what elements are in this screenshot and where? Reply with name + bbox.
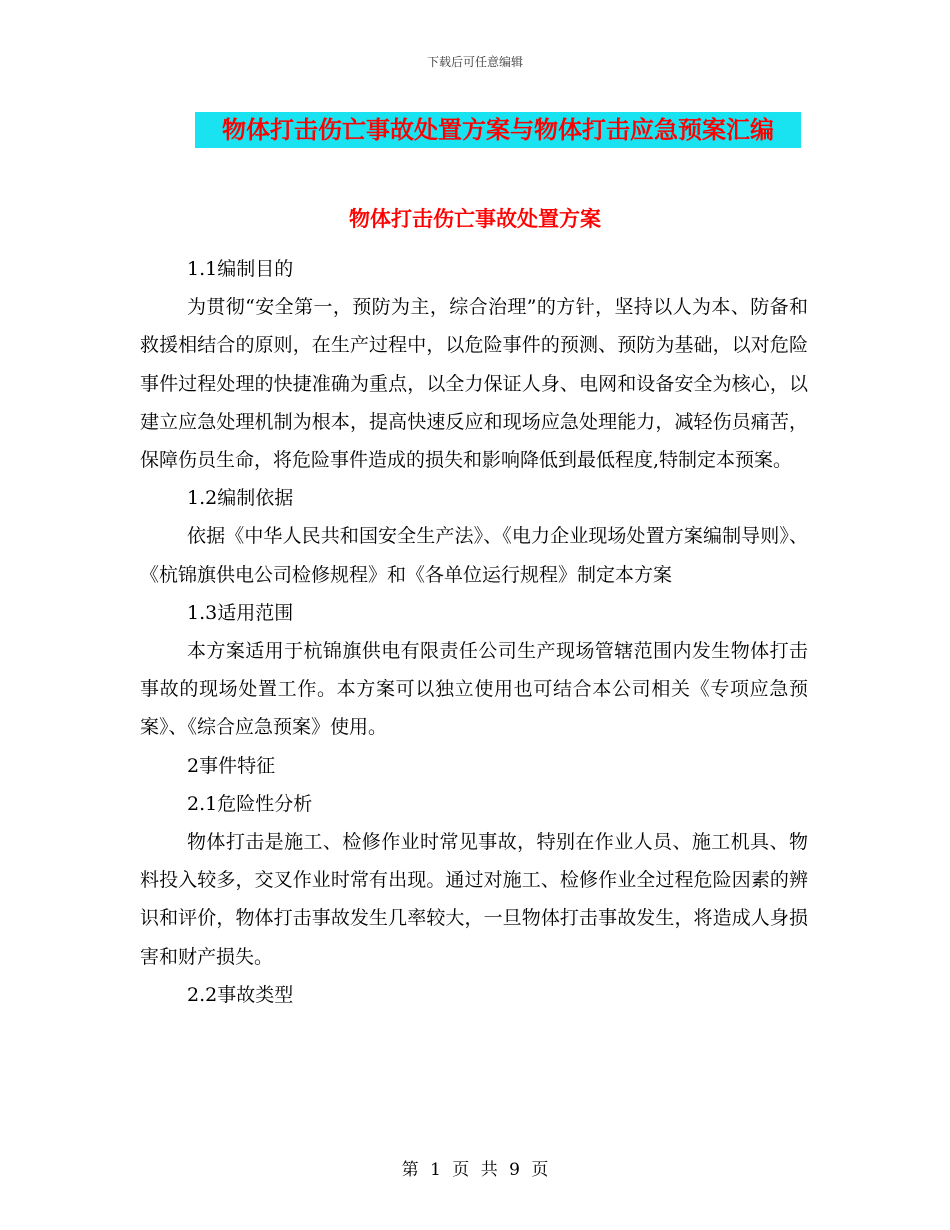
paragraph-purpose: 为贯彻“安全第一，预防为主，综合治理”的方针，坚持以人为本、防备和救援相结合的原则，在生产过程中，以危险事件的预测、预防为基础，以对危险事件过程处理的快捷准确为重点，以全力保证人身、电网和设备安全为核心，以建立应急处理机制为根本，提高快速反应和现场应急处理能力，减轻伤员痛苦，保障伤员生命，将危险事件造成的损失和影响降低到最低程度,特制定本预案。 [140,296,808,472]
paragraph-risk-analysis: 物体打击是施工、检修作业时常见事故，特别在作业人员、施工机具、物料投入较多，交叉作业时常有出现。通过对施工、检修作业全过程危险因素的辨识和评价，物体打击事故发生几率较大，一旦物体打击事故发生，将造成人身损害和财产损失。 [140,831,808,968]
document-title: 物体打击伤亡事故处置方案与物体打击应急预案汇编 [195,112,801,148]
heading-2-2: 2.2事故类型 [187,983,294,1006]
header-note: 下载后可任意编辑 [426,55,523,69]
page-footer: 第 1 页 共 9 页 [401,1160,549,1180]
heading-1-3: 1.3适用范围 [187,601,294,624]
heading-2-1: 2.1危险性分析 [187,792,313,815]
heading-1-1: 1.1编制目的 [187,258,294,280]
paragraph-basis: 依据《中华人民共和国安全生产法》、《电力企业现场处置方案编制导则》、《杭锦旗供电公司检修规程》和《各单位运行规程》制定本方案 [140,525,808,586]
heading-1-2: 1.2编制依据 [187,487,294,510]
document-body [140,250,808,1014]
heading-2: 2事件特征 [187,754,276,777]
section-title: 物体打击伤亡事故处置方案 [349,206,601,231]
paragraph-scope: 本方案适用于杭锦旗供电有限责任公司生产现场管辖范围内发生物体打击事故的现场处置工作。本方案可以独立使用也可结合本公司相关《专项应急预案》、《综合应急预案》使用。 [140,640,808,739]
